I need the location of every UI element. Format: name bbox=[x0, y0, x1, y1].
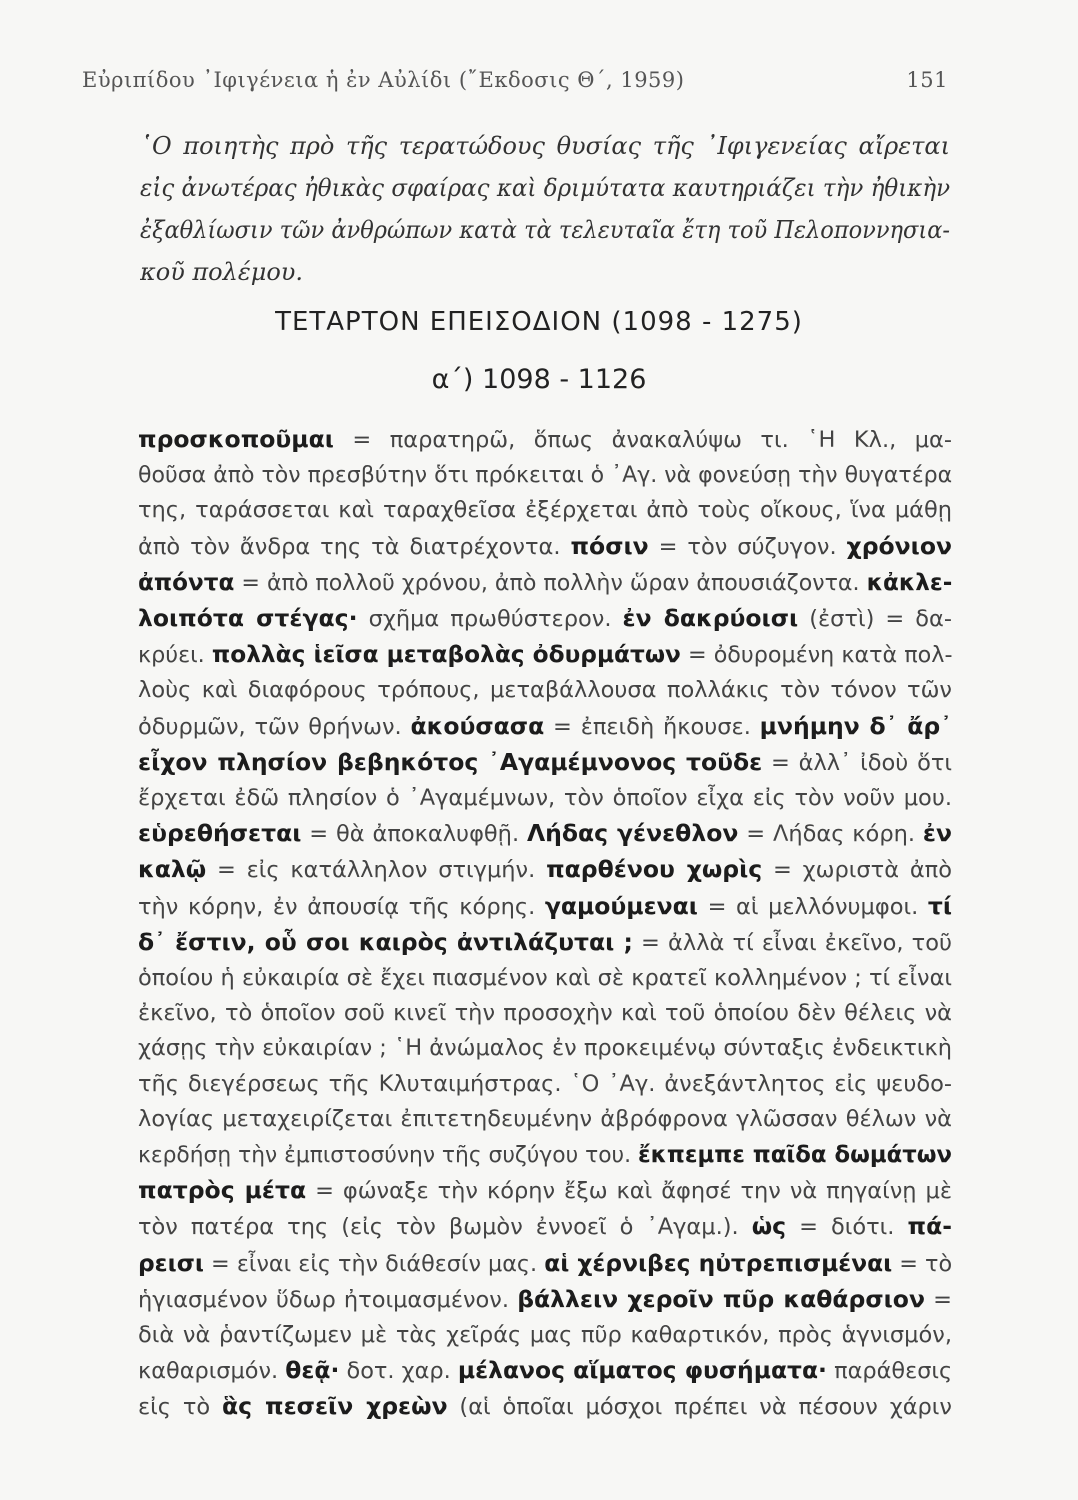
running-head-title: Εὐριπίδου ᾿Ιφιγένεια ἡ ἐν Αὐλίδι (῎Εκδοσις Θ΄, 1959) bbox=[82, 68, 685, 92]
commentary-line bbox=[138, 781, 952, 816]
lemma-keyword: ἃς πεσεῖν χρεὼν bbox=[222, 1392, 448, 1421]
gloss-text: (ἐστὶ) = δα- bbox=[798, 606, 952, 633]
lemma-keyword: πολλὰς ἱεῖσα μεταβολὰς ὀδυρμάτων bbox=[211, 640, 681, 669]
gloss-text: δοτ. χαρ. bbox=[339, 1358, 458, 1385]
commentary-line bbox=[138, 529, 952, 565]
gloss-text: = τὸν σύζυγον. bbox=[648, 533, 847, 560]
commentary-line bbox=[138, 1353, 952, 1389]
gloss-text: = ἀπὸ πολλοῦ χρόνου, ἀπὸ πολλὴν ὥραν ἀπουσιάζοντα. bbox=[234, 569, 867, 596]
gloss-text: ὁποίου ἡ εὐκαιρία σὲ ἔχει πιασμένον καὶ σὲ κρατεῖ κολλημένον ; τί εἶναι bbox=[138, 965, 953, 992]
commentary-line bbox=[138, 925, 952, 961]
lemma-keyword: μνήμην δ᾿ ἄρ᾿ bbox=[759, 711, 952, 740]
lemma-keyword: μέλανος αἵματος φυσήματα· bbox=[457, 1356, 827, 1385]
commentary-line bbox=[138, 1318, 952, 1353]
gloss-text: τῆς διεγέρσεως τῆς Κλυταιμήστρας. ῾Ο ᾿Αγ. ἀνεξάντλητος εἰς ψευδο- bbox=[138, 1070, 952, 1097]
lemma-keyword: γαμούμεναι bbox=[544, 891, 698, 920]
commentary-line bbox=[138, 889, 952, 925]
commentary-line bbox=[138, 601, 952, 637]
gloss-text: ἀπὸ τὸν ἄνδρα της τὰ διατρέχοντα. bbox=[138, 533, 571, 560]
commentary-line bbox=[138, 852, 952, 888]
lemma-keyword: ἐν bbox=[922, 819, 952, 848]
gloss-text: (αἱ ὁποῖαι μόσχοι πρέπει νὰ πέσουν χάριν bbox=[447, 1394, 952, 1421]
lemma-keyword: ὡς bbox=[751, 1212, 787, 1241]
commentary-line bbox=[138, 565, 952, 601]
gloss-text: = ἐπειδὴ ἤκουσε. bbox=[544, 713, 760, 740]
gloss-text: ὀδυρμῶν, τῶν θρήνων. bbox=[138, 713, 411, 740]
lemma-keyword: λοιπότα στέγας· bbox=[138, 604, 358, 633]
lemma-keyword: ἀκούσασα bbox=[410, 711, 545, 740]
gloss-text: = bbox=[924, 1286, 952, 1313]
gloss-text: σχῆμα πρωθύστερον. bbox=[357, 606, 623, 633]
commentary-line bbox=[138, 458, 952, 493]
gloss-text: = αἱ μελλόνυμφοι. bbox=[697, 893, 928, 920]
lemma-keyword: χρόνιον bbox=[846, 531, 952, 560]
intro-line: ἐξαθλίωσιν τῶν ἀνθρώπων κατὰ τὰ τελευταῖα ἔτη τοῦ Πελοποννησια- bbox=[140, 216, 950, 244]
page-number: 151 bbox=[906, 68, 948, 92]
lemma-keyword: τί bbox=[927, 891, 952, 920]
lemma-keyword: εἶχον πλησίον βεβηκότος ᾿Αγαμέμνονος τοῦδε bbox=[138, 747, 763, 776]
commentary-paragraph bbox=[138, 422, 952, 1426]
gloss-text: = παρατηρῶ, ὅπως ἀνακαλύψω τι. ῾Η Κλ., μα- bbox=[333, 427, 952, 453]
commentary-line bbox=[138, 816, 952, 852]
lemma-keyword: πά- bbox=[907, 1212, 952, 1241]
gloss-text: ἔρχεται ἐδῶ πλησίον ὁ ᾿Αγαμέμνων, τὸν ὁποῖον εἶχα εἰς τὸν νοῦν μου. bbox=[138, 785, 952, 812]
commentary-line bbox=[138, 637, 952, 673]
intro-line: ῾Ο ποιητὴς πρὸ τῆς τερατώδους θυσίας τῆς ᾿Ιφιγενείας αἴρεται bbox=[140, 132, 950, 160]
lemma-keyword: θεᾷ· bbox=[285, 1356, 340, 1385]
lemma-keyword: πόσιν bbox=[570, 531, 649, 560]
commentary-line bbox=[138, 1102, 952, 1137]
gloss-text: εἰς τὸ bbox=[138, 1394, 223, 1421]
commentary-line bbox=[138, 709, 952, 745]
commentary-line bbox=[138, 1137, 952, 1173]
lemma-keyword: ἀπόντα bbox=[138, 567, 235, 596]
commentary-line bbox=[138, 422, 952, 458]
gloss-text: = θὰ ἀποκαλυφθῇ. bbox=[301, 821, 527, 848]
gloss-text: = χωριστὰ ἀπὸ bbox=[762, 857, 952, 884]
commentary-line bbox=[138, 1282, 952, 1318]
intro-line: κοῦ πολέμου. bbox=[140, 258, 303, 286]
lemma-keyword: προσκοποῦμαι bbox=[138, 425, 334, 453]
gloss-text: τὸν πατέρα της (εἰς τὸν βωμὸν ἐννοεῖ ὁ ᾿Αγαμ.). bbox=[138, 1214, 752, 1241]
commentary-line bbox=[138, 1209, 952, 1245]
commentary-line bbox=[138, 745, 952, 781]
gloss-text: της, ταράσσεται καὶ ταραχθεῖσα ἐξέρχεται ἀπὸ τοὺς οἴκους, ἵνα μάθῃ bbox=[138, 497, 952, 524]
commentary-line bbox=[138, 961, 952, 996]
gloss-text: παράθεσις bbox=[826, 1358, 952, 1385]
gloss-text: διὰ νὰ ῥαντίζωμεν μὲ τὰς χεῖράς μας πῦρ καθαρτικόν, πρὸς ἁγνισμόν, bbox=[138, 1322, 952, 1349]
commentary-line bbox=[138, 1067, 952, 1102]
gloss-text: κερδήσῃ τὴν ἐμπιστοσύνην τῆς συζύγου του. bbox=[138, 1142, 639, 1169]
lemma-keyword: ρεισι bbox=[138, 1248, 204, 1277]
gloss-text: = ἀλλὰ τί εἶναι ἐκεῖνο, τοῦ bbox=[632, 929, 952, 956]
commentary-line bbox=[138, 1031, 952, 1066]
lemma-keyword: δ᾿ ἔστιν, οὗ σοι καιρὸς ἀντιλάζυται ; bbox=[138, 927, 633, 956]
lemma-keyword: παρθένου χωρὶς bbox=[546, 855, 763, 884]
commentary-line bbox=[138, 493, 952, 528]
gloss-text: ἐκεῖνο, τὸ ὁποῖον σοῦ κινεῖ τὴν προσοχὴν καὶ τοῦ ὁποίου δὲν θέλεις νὰ bbox=[138, 1000, 952, 1027]
gloss-text: = ὀδυρομένη κατὰ πολ- bbox=[680, 642, 953, 669]
gloss-text: = φώναξε τὴν κόρην ἔξω καὶ ἄφησέ την νὰ πηγαίνῃ μὲ bbox=[306, 1178, 952, 1205]
section-heading: ΤΕΤΑΡΤΟΝ ΕΠΕΙΣΟΔΙΟΝ (1098 - 1275) bbox=[275, 307, 803, 337]
intro-paragraph bbox=[140, 125, 950, 293]
gloss-text: θοῦσα ἀπὸ τὸν πρεσβύτην ὅτι πρόκειται ὁ ᾿Αγ. νὰ φονεύσῃ τὴν θυγατέρα bbox=[138, 462, 952, 489]
lemma-keyword: ἔκπεμπε παῖδα δωμάτων bbox=[638, 1140, 953, 1169]
commentary-line bbox=[138, 1173, 952, 1209]
lemma-keyword: αἱ χέρνιβες ηὐτρεπισμέναι bbox=[544, 1248, 893, 1277]
subsection-heading: α΄) 1098 - 1126 bbox=[431, 364, 647, 395]
commentary-line bbox=[138, 673, 952, 708]
gloss-text: τὴν κόρην, ἐν ἀπουσίᾳ τῆς κόρης. bbox=[138, 893, 545, 920]
lemma-keyword: πατρὸς μέτα bbox=[138, 1176, 307, 1205]
lemma-keyword: Λήδας γένεθλον bbox=[526, 819, 739, 848]
gloss-text: = Λήδας κόρη. bbox=[738, 821, 923, 848]
lemma-keyword: ἐν δακρύοισι bbox=[622, 604, 799, 633]
gloss-text: λογίας μεταχειρίζεται ἐπιτετηδευμένην ἀβρόφρονα γλῶσσαν θέλων νὰ bbox=[138, 1105, 952, 1132]
gloss-text: = εἰς κατάλληλον στιγμήν. bbox=[206, 857, 547, 884]
lemma-keyword: εὑρεθήσεται bbox=[138, 819, 302, 848]
gloss-text: = τὸ bbox=[892, 1250, 953, 1277]
lemma-keyword: κἀκλε- bbox=[866, 567, 953, 596]
commentary-line bbox=[138, 996, 952, 1031]
gloss-text: = διότι. bbox=[786, 1214, 908, 1241]
commentary-line bbox=[138, 1389, 952, 1425]
gloss-text: καθαρισμόν. bbox=[138, 1358, 286, 1385]
gloss-text: ἡγιασμένον ὕδωρ ἠτοιμασμένον. bbox=[138, 1286, 518, 1313]
commentary-line bbox=[138, 1246, 952, 1282]
gloss-text: χάσῃς τὴν εὐκαιρίαν ; ῾Η ἀνώμαλος ἐν προκειμένῳ σύνταξις ἐνδεικτικὴ bbox=[138, 1035, 953, 1062]
gloss-text: λοὺς καὶ διαφόρους τρόπους, μεταβάλλουσα πολλάκις τὸν τόνον τῶν bbox=[138, 677, 952, 704]
gloss-text: = εἶναι εἰς τὴν διάθεσίν μας. bbox=[203, 1250, 545, 1277]
gloss-text: = ἀλλ᾿ ἰδοὺ ὅτι bbox=[762, 749, 952, 776]
intro-line: εἰς ἀνωτέρας ἠθικὰς σφαίρας καὶ δριμύτατα καυτηριάζει τὴν ἠθικὴν bbox=[140, 174, 950, 202]
lemma-keyword: καλῷ bbox=[138, 855, 207, 884]
lemma-keyword: βάλλειν χεροῖν πῦρ καθάρσιον bbox=[517, 1284, 925, 1313]
gloss-text: κρύει. bbox=[138, 642, 212, 669]
